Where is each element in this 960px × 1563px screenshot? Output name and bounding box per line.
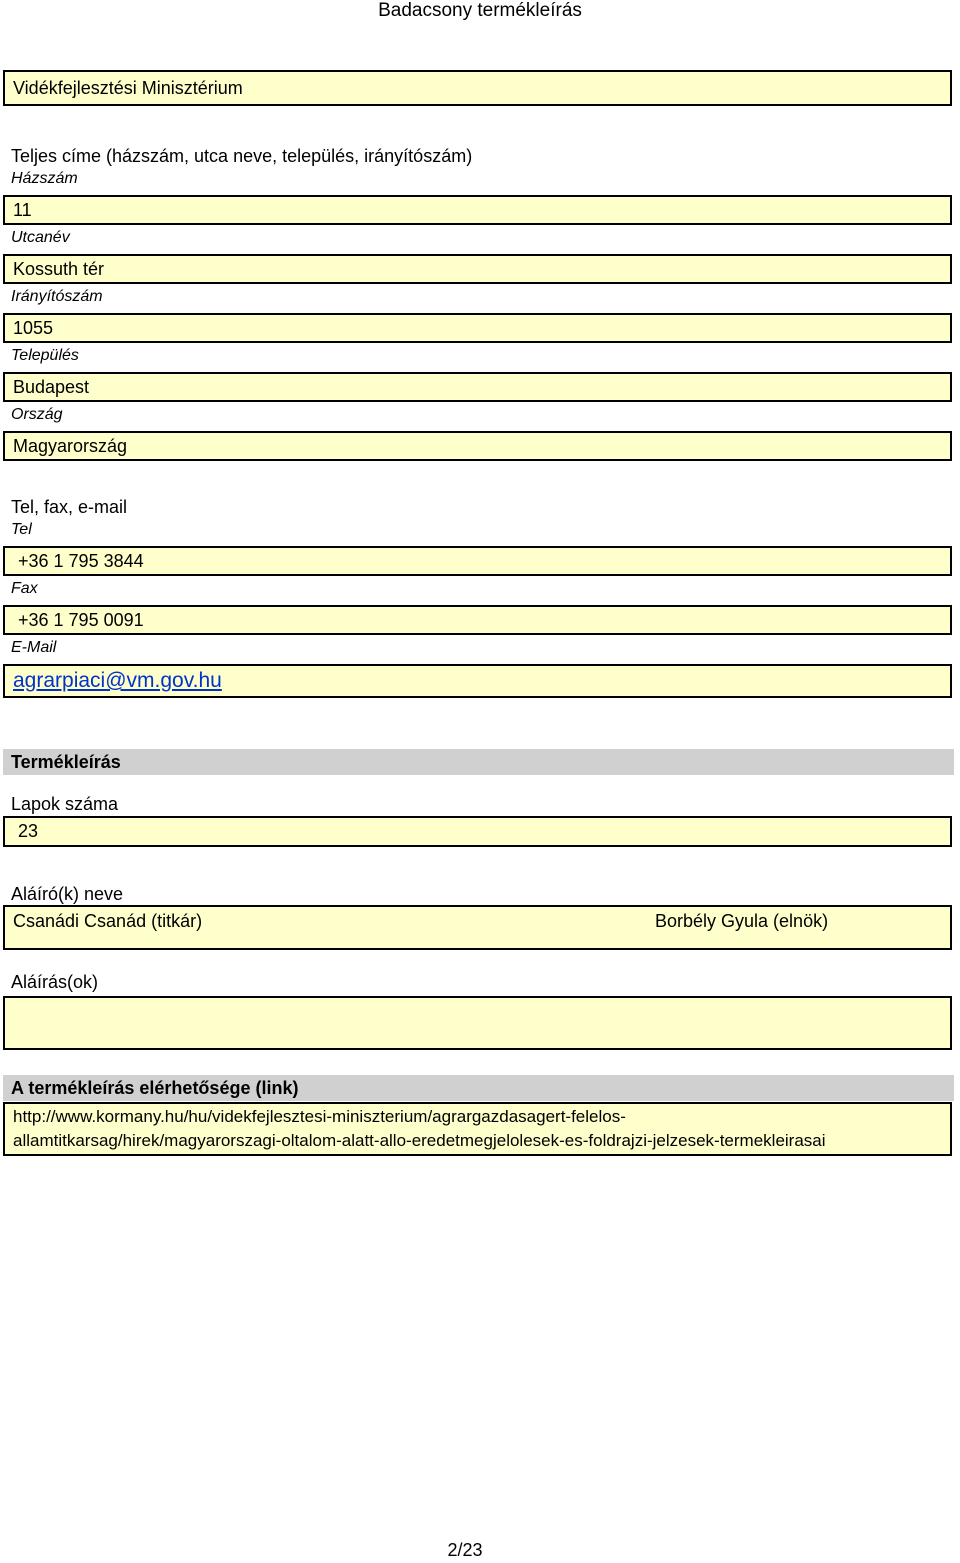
signatures-label: Aláírás(ok) [11, 972, 99, 992]
pages-label: Lapok száma [11, 794, 119, 814]
city-field [3, 372, 952, 402]
pages-value: 23 [18, 821, 39, 841]
url-line-2[interactable]: allamtitkarsag/hirek/magyarorszagi-oltalom-alatt-allo-eredetmegjelolesek-es-foldrajzi-jelzesek-termekleirasai [13, 1131, 826, 1150]
signer-2: Borbély Gyula (elnök) [655, 911, 829, 931]
pages-field [3, 816, 952, 847]
fax-value: +36 1 795 0091 [18, 609, 144, 630]
signatures-field [3, 996, 952, 1050]
fax-label: Fax [11, 580, 38, 597]
availability-link-field[interactable] [3, 1102, 952, 1156]
postcode-value: 1055 [13, 317, 54, 338]
signers-field [3, 905, 952, 950]
country-field [3, 431, 952, 461]
city-label: Település [11, 347, 79, 364]
email-field [3, 664, 952, 698]
address-heading: Teljes címe (házszám, utca neve, település, irányítószám) [11, 146, 473, 166]
authority-name: Vidékfejlesztési Minisztérium [13, 77, 243, 98]
city-value: Budapest [13, 376, 90, 397]
email-link[interactable]: agrarpiaci@vm.gov.hu [13, 669, 222, 692]
url-line-1[interactable]: http://www.kormany.hu/hu/videkfejlesztesi-miniszterium/agrargazdasagert-felelos- [13, 1107, 626, 1126]
house-number-value: 11 [13, 199, 32, 220]
street-label: Utcanév [11, 229, 70, 246]
signer-1: Csanádi Csanád (titkár) [13, 911, 203, 931]
postcode-field [3, 313, 952, 343]
tel-field [3, 546, 952, 576]
tel-value: +36 1 795 3844 [18, 550, 144, 571]
fax-field [3, 605, 952, 635]
authority-name-field [3, 70, 952, 106]
product-description-heading: Termékleírás [3, 749, 954, 775]
tel-label: Tel [11, 521, 32, 538]
page-number: 2/23 [447, 1540, 483, 1560]
country-label: Ország [11, 406, 63, 423]
country-value: Magyarország [13, 435, 128, 456]
street-field [3, 254, 952, 284]
signers-label: Aláíró(k) neve [11, 884, 124, 904]
page-header-title: Badacsony termékleírás [378, 0, 582, 21]
house-number-label: Házszám [11, 170, 78, 187]
postcode-label: Irányítószám [11, 288, 103, 305]
availability-heading: A termékleírás elérhetősége (link) [3, 1075, 954, 1101]
email-label: E-Mail [11, 639, 57, 656]
house-number-field [3, 195, 952, 225]
contact-heading: Tel, fax, e-mail [11, 497, 128, 517]
street-value: Kossuth tér [13, 258, 105, 279]
